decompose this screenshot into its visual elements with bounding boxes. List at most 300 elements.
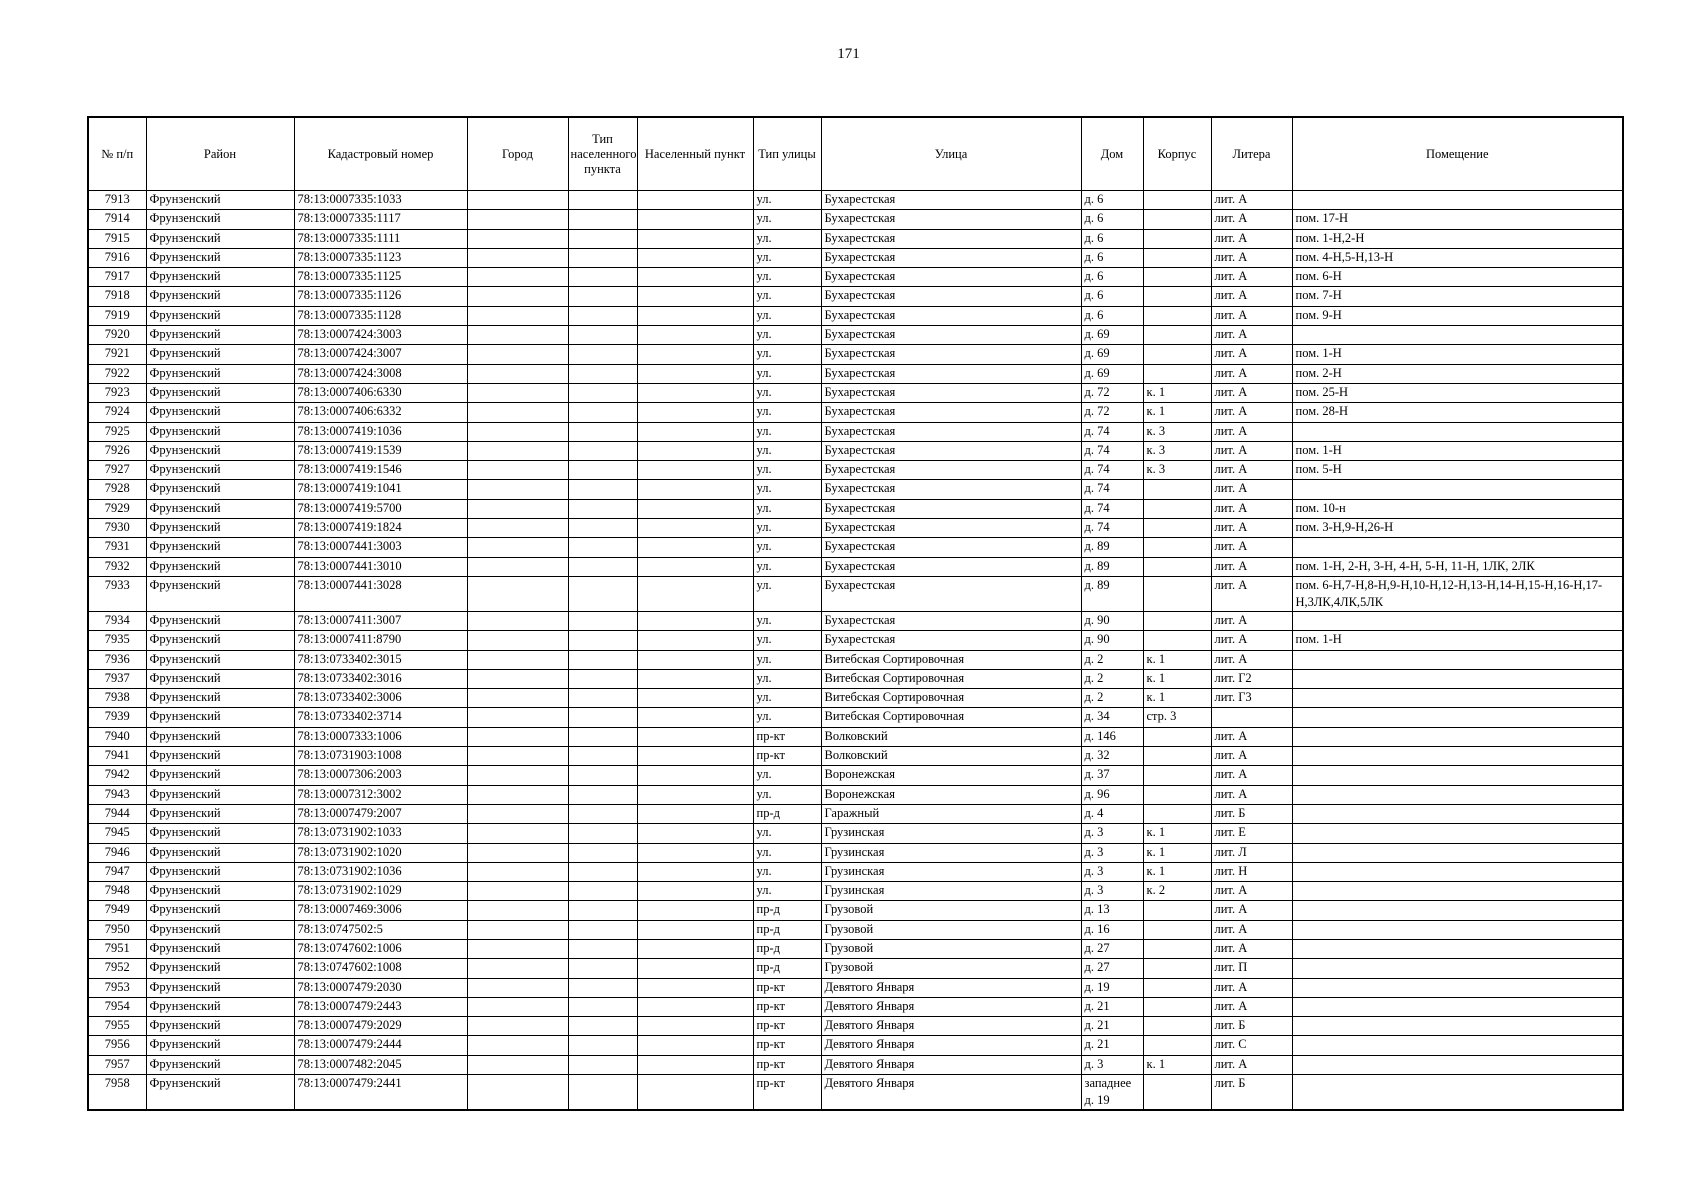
table-cell: [568, 557, 637, 576]
table-cell: лит. А: [1211, 306, 1292, 325]
table-cell: 7952: [88, 959, 146, 978]
table-cell: лит. Б: [1211, 1017, 1292, 1036]
column-header: Тип улицы: [753, 117, 821, 191]
table-cell: Фрунзенский: [146, 268, 294, 287]
table-cell: [568, 611, 637, 630]
table-cell: [568, 747, 637, 766]
table-cell: [467, 422, 568, 441]
table-cell: ул.: [753, 766, 821, 785]
table-cell: 78:13:0007335:1123: [294, 248, 467, 267]
table-cell: 78:13:0007424:3007: [294, 345, 467, 364]
table-cell: лит. А: [1211, 326, 1292, 345]
table-cell: 7915: [88, 229, 146, 248]
table-cell: [568, 229, 637, 248]
table-cell: д. 74: [1081, 519, 1143, 538]
column-header: Дом: [1081, 117, 1143, 191]
table-cell: Грузовой: [821, 939, 1081, 958]
table-cell: д. 89: [1081, 538, 1143, 557]
table-cell: 7955: [88, 1017, 146, 1036]
table-cell: пр-кт: [753, 997, 821, 1016]
table-cell: [1292, 650, 1623, 669]
table-cell: ул.: [753, 403, 821, 422]
table-cell: [637, 862, 753, 881]
table-cell: 78:13:0007424:3008: [294, 364, 467, 383]
table-cell: Бухарестская: [821, 611, 1081, 630]
table-cell: [568, 785, 637, 804]
table-cell: пом. 28-Н: [1292, 403, 1623, 422]
table-cell: [568, 326, 637, 345]
table-cell: 78:13:0733402:3714: [294, 708, 467, 727]
table-cell: Фрунзенский: [146, 611, 294, 630]
table-cell: Фрунзенский: [146, 345, 294, 364]
table-cell: 7942: [88, 766, 146, 785]
table-cell: [467, 287, 568, 306]
table-cell: [568, 1036, 637, 1055]
table-cell: пр-кт: [753, 727, 821, 746]
table-cell: 78:13:0007441:3010: [294, 557, 467, 576]
table-row: [88, 364, 1623, 383]
table-cell: [1292, 785, 1623, 804]
table-cell: [568, 997, 637, 1016]
table-cell: [467, 978, 568, 997]
table-cell: д. 6: [1081, 229, 1143, 248]
table-cell: лит. А: [1211, 766, 1292, 785]
table-cell: [637, 978, 753, 997]
table-cell: [1143, 268, 1211, 287]
table-cell: Витебская Сортировочная: [821, 689, 1081, 708]
table-cell: [467, 824, 568, 843]
table-cell: пр-кт: [753, 978, 821, 997]
column-header: Улица: [821, 117, 1081, 191]
table-row: [88, 689, 1623, 708]
table-cell: [568, 268, 637, 287]
table-cell: [467, 461, 568, 480]
table-cell: Фрунзенский: [146, 538, 294, 557]
table-cell: Бухарестская: [821, 519, 1081, 538]
table-cell: 7943: [88, 785, 146, 804]
table-cell: Фрунзенский: [146, 210, 294, 229]
table-row: [88, 1036, 1623, 1055]
table-row: [88, 959, 1623, 978]
table-row: [88, 538, 1623, 557]
table-cell: д. 13: [1081, 901, 1143, 920]
table-cell: [467, 747, 568, 766]
table-cell: [637, 576, 753, 611]
table-cell: 7957: [88, 1055, 146, 1074]
table-cell: 78:13:0007335:1125: [294, 268, 467, 287]
table-cell: [467, 364, 568, 383]
table-cell: д. 34: [1081, 708, 1143, 727]
table-cell: 78:13:0007479:2007: [294, 804, 467, 823]
table-cell: ул.: [753, 824, 821, 843]
table-cell: Грузовой: [821, 920, 1081, 939]
table-cell: [1292, 669, 1623, 688]
table-cell: Фрунзенский: [146, 461, 294, 480]
table-cell: 7953: [88, 978, 146, 997]
table-cell: д. 72: [1081, 403, 1143, 422]
table-cell: [568, 248, 637, 267]
table-cell: пр-д: [753, 959, 821, 978]
table-row: [88, 210, 1623, 229]
table-cell: пр-д: [753, 920, 821, 939]
table-cell: [467, 766, 568, 785]
table-cell: д. 89: [1081, 557, 1143, 576]
table-cell: [568, 650, 637, 669]
table-cell: д. 27: [1081, 959, 1143, 978]
table-cell: ул.: [753, 480, 821, 499]
table-cell: 7936: [88, 650, 146, 669]
table-cell: д. 90: [1081, 631, 1143, 650]
table-row: [88, 650, 1623, 669]
table-cell: Девятого Января: [821, 997, 1081, 1016]
table-cell: [467, 326, 568, 345]
table-row: [88, 708, 1623, 727]
table-cell: Фрунзенский: [146, 383, 294, 402]
table-cell: д. 6: [1081, 306, 1143, 325]
table-cell: д. 16: [1081, 920, 1143, 939]
table-cell: лит. А: [1211, 747, 1292, 766]
table-cell: пом. 9-Н: [1292, 306, 1623, 325]
table-cell: Фрунзенский: [146, 441, 294, 460]
table-cell: д. 2: [1081, 689, 1143, 708]
table-cell: [1292, 1036, 1623, 1055]
table-cell: д. 6: [1081, 268, 1143, 287]
table-cell: [1292, 747, 1623, 766]
table-cell: ул.: [753, 882, 821, 901]
table-cell: ул.: [753, 576, 821, 611]
table-cell: лит. А: [1211, 785, 1292, 804]
table-cell: Фрунзенский: [146, 785, 294, 804]
table-row: [88, 403, 1623, 422]
table-cell: 7946: [88, 843, 146, 862]
table-cell: [467, 901, 568, 920]
table-cell: пом. 25-Н: [1292, 383, 1623, 402]
column-header: Помещение: [1292, 117, 1623, 191]
table-cell: д. 6: [1081, 287, 1143, 306]
table-cell: [1143, 920, 1211, 939]
table-cell: [1143, 229, 1211, 248]
column-header: Тип населенного пункта: [568, 117, 637, 191]
table-cell: [1292, 191, 1623, 210]
table-cell: Воронежская: [821, 785, 1081, 804]
table-cell: [467, 268, 568, 287]
table-cell: [467, 576, 568, 611]
table-cell: 78:13:0747502:5: [294, 920, 467, 939]
table-cell: 78:13:0747602:1006: [294, 939, 467, 958]
table-cell: [637, 1017, 753, 1036]
table-cell: Девятого Января: [821, 1075, 1081, 1111]
table-row: [88, 1075, 1623, 1111]
table-cell: лит. А: [1211, 557, 1292, 576]
table-cell: Волковский: [821, 727, 1081, 746]
table-cell: 7917: [88, 268, 146, 287]
table-cell: [1292, 422, 1623, 441]
table-cell: [1143, 785, 1211, 804]
table-cell: [568, 901, 637, 920]
table-cell: [568, 306, 637, 325]
table-cell: Фрунзенский: [146, 306, 294, 325]
table-cell: [568, 978, 637, 997]
table-cell: Фрунзенский: [146, 824, 294, 843]
table-row: [88, 268, 1623, 287]
table-row: [88, 519, 1623, 538]
table-cell: [568, 422, 637, 441]
table-cell: 7927: [88, 461, 146, 480]
table-cell: ул.: [753, 499, 821, 518]
table-cell: 78:13:0007419:1041: [294, 480, 467, 499]
table-cell: [637, 882, 753, 901]
table-cell: Бухарестская: [821, 191, 1081, 210]
table-cell: Фрунзенский: [146, 669, 294, 688]
table-cell: д. 2: [1081, 650, 1143, 669]
table-cell: 78:13:0007482:2045: [294, 1055, 467, 1074]
table-cell: ул.: [753, 611, 821, 630]
table-cell: [467, 997, 568, 1016]
table-cell: [467, 689, 568, 708]
table-cell: пр-д: [753, 901, 821, 920]
table-cell: Бухарестская: [821, 248, 1081, 267]
table-cell: [1143, 499, 1211, 518]
table-row: [88, 882, 1623, 901]
table-cell: д. 2: [1081, 669, 1143, 688]
table-cell: Витебская Сортировочная: [821, 650, 1081, 669]
table-cell: 7930: [88, 519, 146, 538]
table-cell: [637, 959, 753, 978]
table-cell: пр-д: [753, 804, 821, 823]
table-cell: 7932: [88, 557, 146, 576]
table-cell: [467, 939, 568, 958]
table-cell: лит. А: [1211, 901, 1292, 920]
table-cell: 7934: [88, 611, 146, 630]
table-cell: [1143, 306, 1211, 325]
table-row: [88, 824, 1623, 843]
table-cell: Девятого Января: [821, 1036, 1081, 1055]
table-cell: [467, 804, 568, 823]
table-cell: Фрунзенский: [146, 1017, 294, 1036]
table-cell: лит. А: [1211, 229, 1292, 248]
table-cell: ул.: [753, 631, 821, 650]
table-cell: [1292, 901, 1623, 920]
column-header: Район: [146, 117, 294, 191]
table-row: [88, 669, 1623, 688]
table-cell: 7922: [88, 364, 146, 383]
table-cell: 7944: [88, 804, 146, 823]
table-cell: [1292, 1055, 1623, 1074]
table-cell: д. 6: [1081, 210, 1143, 229]
table-cell: лит. А: [1211, 538, 1292, 557]
table-cell: ул.: [753, 650, 821, 669]
table-cell: 7938: [88, 689, 146, 708]
table-cell: д. 32: [1081, 747, 1143, 766]
table-row: [88, 727, 1623, 746]
table-cell: Грузинская: [821, 843, 1081, 862]
table-cell: к. 1: [1143, 843, 1211, 862]
table-cell: Фрунзенский: [146, 959, 294, 978]
table-cell: [637, 191, 753, 210]
table-cell: Бухарестская: [821, 480, 1081, 499]
table-cell: Фрунзенский: [146, 403, 294, 422]
table-cell: ул.: [753, 862, 821, 881]
table-cell: д. 3: [1081, 1055, 1143, 1074]
table-cell: Бухарестская: [821, 499, 1081, 518]
table-cell: 78:13:0007469:3006: [294, 901, 467, 920]
table-cell: [1143, 997, 1211, 1016]
table-cell: [1292, 978, 1623, 997]
table-cell: [637, 519, 753, 538]
table-cell: [1143, 901, 1211, 920]
table-cell: лит. А: [1211, 631, 1292, 650]
table-cell: [1143, 611, 1211, 630]
table-cell: [1143, 978, 1211, 997]
table-cell: [637, 557, 753, 576]
table-cell: к. 3: [1143, 461, 1211, 480]
table-cell: [568, 843, 637, 862]
table-cell: Бухарестская: [821, 422, 1081, 441]
table-cell: ул.: [753, 191, 821, 210]
table-cell: [467, 650, 568, 669]
table-cell: [637, 461, 753, 480]
table-cell: 7945: [88, 824, 146, 843]
table-cell: лит. А: [1211, 480, 1292, 499]
table-cell: Девятого Января: [821, 978, 1081, 997]
table-cell: 7939: [88, 708, 146, 727]
table-cell: ул.: [753, 383, 821, 402]
table-cell: пом. 6-Н: [1292, 268, 1623, 287]
table-row: [88, 557, 1623, 576]
table-cell: Фрунзенский: [146, 843, 294, 862]
table-cell: 78:13:0007479:2029: [294, 1017, 467, 1036]
table-cell: д. 90: [1081, 611, 1143, 630]
table-cell: пом. 5-Н: [1292, 461, 1623, 480]
table-cell: [467, 229, 568, 248]
table-cell: [637, 766, 753, 785]
table-cell: [1211, 708, 1292, 727]
page-number: 171: [837, 46, 860, 62]
table-cell: [1143, 364, 1211, 383]
table-cell: 7919: [88, 306, 146, 325]
table-cell: [568, 403, 637, 422]
table-cell: [568, 727, 637, 746]
table-cell: лит. А: [1211, 403, 1292, 422]
table-row: [88, 441, 1623, 460]
table-cell: [1292, 689, 1623, 708]
table-cell: д. 69: [1081, 326, 1143, 345]
table-cell: Фрунзенский: [146, 364, 294, 383]
table-cell: д. 69: [1081, 364, 1143, 383]
table-cell: Грузинская: [821, 862, 1081, 881]
table-cell: лит. Б: [1211, 804, 1292, 823]
table-cell: Грузинская: [821, 882, 1081, 901]
table-cell: Бухарестская: [821, 461, 1081, 480]
table-cell: [1292, 920, 1623, 939]
table-cell: [637, 669, 753, 688]
table-row: [88, 766, 1623, 785]
table-cell: [568, 959, 637, 978]
table-cell: 78:13:0007419:1539: [294, 441, 467, 460]
table-cell: [568, 882, 637, 901]
table-cell: 7933: [88, 576, 146, 611]
table-cell: [1292, 1075, 1623, 1111]
table-cell: [467, 843, 568, 862]
table-cell: [637, 727, 753, 746]
table-cell: 7921: [88, 345, 146, 364]
table-cell: ул.: [753, 708, 821, 727]
table-cell: лит. А: [1211, 920, 1292, 939]
table-cell: Бухарестская: [821, 287, 1081, 306]
table-cell: ул.: [753, 538, 821, 557]
table-cell: Витебская Сортировочная: [821, 708, 1081, 727]
table-cell: Бухарестская: [821, 538, 1081, 557]
table-row: [88, 747, 1623, 766]
table-cell: пом. 1-Н: [1292, 345, 1623, 364]
table-cell: [467, 1075, 568, 1111]
table-cell: Фрунзенский: [146, 576, 294, 611]
table-cell: [1292, 326, 1623, 345]
table-cell: [1143, 538, 1211, 557]
table-cell: [1143, 631, 1211, 650]
table-cell: [637, 1036, 753, 1055]
table-cell: [637, 804, 753, 823]
table-row: [88, 306, 1623, 325]
table-cell: лит. А: [1211, 650, 1292, 669]
table-cell: Фрунзенский: [146, 862, 294, 881]
table-row: [88, 631, 1623, 650]
table-cell: д. 21: [1081, 997, 1143, 1016]
table-cell: [568, 538, 637, 557]
table-cell: [637, 441, 753, 460]
table-cell: 7937: [88, 669, 146, 688]
table-cell: [568, 210, 637, 229]
table-row: [88, 191, 1623, 210]
table-cell: [1143, 576, 1211, 611]
table-cell: [467, 959, 568, 978]
table-cell: [637, 785, 753, 804]
table-cell: 78:13:0733402:3016: [294, 669, 467, 688]
table-cell: 78:13:0007406:6330: [294, 383, 467, 402]
table-row: [88, 248, 1623, 267]
table-cell: Грузинская: [821, 824, 1081, 843]
table-cell: лит. А: [1211, 441, 1292, 460]
table-cell: Фрунзенский: [146, 920, 294, 939]
table-cell: [467, 1055, 568, 1074]
table-row: [88, 326, 1623, 345]
table-cell: ул.: [753, 326, 821, 345]
table-cell: [467, 538, 568, 557]
table-cell: [1143, 939, 1211, 958]
column-header: № п/п: [88, 117, 146, 191]
table-cell: д. 3: [1081, 862, 1143, 881]
table-cell: Девятого Января: [821, 1017, 1081, 1036]
table-cell: [568, 461, 637, 480]
table-cell: [1143, 1017, 1211, 1036]
table-cell: 78:13:0007335:1117: [294, 210, 467, 229]
table-cell: [637, 268, 753, 287]
table-cell: Бухарестская: [821, 306, 1081, 325]
table-cell: [637, 229, 753, 248]
table-cell: [568, 631, 637, 650]
table-cell: 7914: [88, 210, 146, 229]
table-cell: к. 1: [1143, 689, 1211, 708]
table-cell: [467, 727, 568, 746]
table-cell: 78:13:0007411:8790: [294, 631, 467, 650]
table-cell: [1292, 824, 1623, 843]
table-cell: [1292, 843, 1623, 862]
table-cell: [568, 287, 637, 306]
column-header: Литера: [1211, 117, 1292, 191]
table-cell: [637, 689, 753, 708]
table-cell: лит. П: [1211, 959, 1292, 978]
table-cell: к. 1: [1143, 862, 1211, 881]
